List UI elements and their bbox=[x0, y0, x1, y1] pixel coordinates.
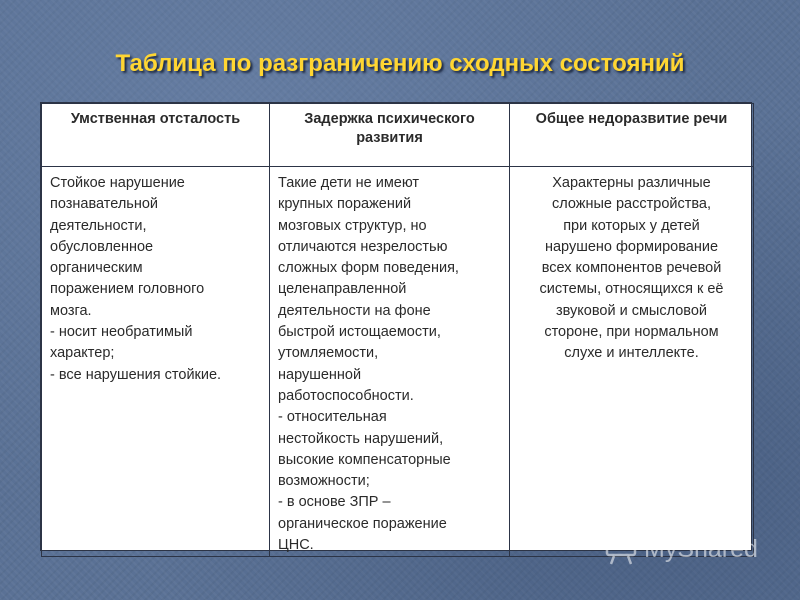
header-general-speech-underdevelopment: Общее недоразвитие речи bbox=[510, 104, 754, 167]
cell-mental-development-delay bbox=[270, 167, 510, 557]
cell-text: Стойкое нарушение познавательной деятельности, обусловленное органическим поражением головного мозга. - носит необратимый характер; - все нарушения стойкие. bbox=[50, 175, 222, 383]
cell-intellectual-disability bbox=[42, 167, 270, 557]
table-row bbox=[42, 167, 754, 557]
comparison-table bbox=[40, 102, 752, 554]
table-grid bbox=[41, 103, 754, 557]
watermark-text: MyShared bbox=[644, 534, 758, 563]
header-mental-development-delay: Задержка психического развития bbox=[270, 104, 510, 167]
table-header-row bbox=[42, 104, 754, 167]
cell-text: Такие дети не имеют крупных поражений мозговых структур, но отличаются незрелостью сложных форм поведения, целенаправленной деятельности на фоне быстрой истощаемости, утомляемости, нарушенной работоспособности. - относительная нестойкость нарушений, высокие компенсаторные возможности; - в основе ЗПР – органическое поражение ЦНС. bbox=[278, 175, 459, 554]
slide-title: Таблица по разграничению сходных состояний bbox=[115, 50, 685, 77]
presentation-board-icon bbox=[604, 532, 638, 566]
header-intellectual-disability: Умственная отсталость bbox=[42, 104, 270, 167]
cell-general-speech-underdevelopment bbox=[510, 167, 754, 557]
cell-text: Характерны различные сложные расстройства, при которых у детей нарушено формирование всех компонентов речевой системы, относящихся к её звуковой и смысловой стороне, при нормальном слухе и интеллекте. bbox=[539, 175, 724, 362]
watermark bbox=[604, 532, 758, 566]
